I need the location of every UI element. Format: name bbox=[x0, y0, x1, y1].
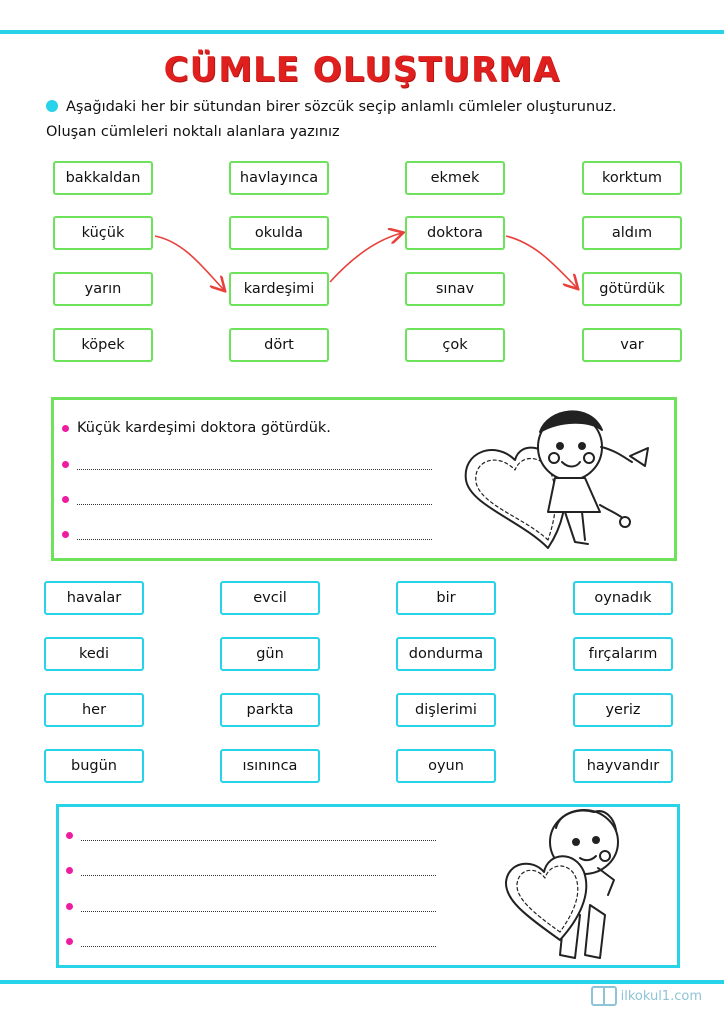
word-box[interactable]: ekmek bbox=[405, 161, 505, 195]
word-box[interactable]: aldım bbox=[582, 216, 682, 250]
word-box[interactable]: sınav bbox=[405, 272, 505, 306]
word-box[interactable]: hayvandır bbox=[573, 749, 673, 783]
page-title: CÜMLE OLUŞTURMA bbox=[163, 50, 561, 90]
site-name: ilkokul1.com bbox=[620, 988, 702, 1004]
word-box[interactable]: yarın bbox=[53, 272, 153, 306]
bottom-rule bbox=[0, 980, 724, 984]
word-box[interactable]: gün bbox=[220, 637, 320, 671]
word-box[interactable]: çok bbox=[405, 328, 505, 362]
word-box[interactable]: bakkaldan bbox=[53, 161, 153, 195]
word-box[interactable]: dört bbox=[229, 328, 329, 362]
word-box[interactable]: kedi bbox=[44, 637, 144, 671]
example-sentence: Küçük kardeşimi doktora götürdük. bbox=[77, 420, 331, 436]
word-box[interactable]: ısınınca bbox=[220, 749, 320, 783]
word-box[interactable]: dondurma bbox=[396, 637, 496, 671]
book-logo-icon bbox=[591, 986, 617, 1006]
word-box[interactable]: doktora bbox=[405, 216, 505, 250]
word-box[interactable]: her bbox=[44, 693, 144, 727]
word-box[interactable]: götürdük bbox=[582, 272, 682, 306]
word-box[interactable]: havalar bbox=[44, 581, 144, 615]
word-box[interactable]: yeriz bbox=[573, 693, 673, 727]
word-box[interactable]: var bbox=[582, 328, 682, 362]
footer-brand bbox=[591, 986, 702, 1006]
word-box[interactable]: evcil bbox=[220, 581, 320, 615]
instruction-line-2: Oluşan cümleleri noktalı alanlara yazınız bbox=[46, 124, 340, 140]
word-box[interactable]: bugün bbox=[44, 749, 144, 783]
word-box[interactable]: fırçalarım bbox=[573, 637, 673, 671]
word-box[interactable]: köpek bbox=[53, 328, 153, 362]
word-box[interactable]: havlayınca bbox=[229, 161, 329, 195]
instruction-text-1: Aşağıdaki her bir sütundan birer sözcük seçip anlamlı cümleler oluşturunuz. bbox=[66, 99, 617, 115]
word-box[interactable]: dişlerimi bbox=[396, 693, 496, 727]
word-box[interactable]: bir bbox=[396, 581, 496, 615]
word-box[interactable]: oyun bbox=[396, 749, 496, 783]
word-box[interactable]: parkta bbox=[220, 693, 320, 727]
word-box[interactable]: oynadık bbox=[573, 581, 673, 615]
word-box[interactable]: küçük bbox=[53, 216, 153, 250]
word-box[interactable]: korktum bbox=[582, 161, 682, 195]
word-box[interactable]: okulda bbox=[229, 216, 329, 250]
word-box[interactable]: kardeşimi bbox=[229, 272, 329, 306]
